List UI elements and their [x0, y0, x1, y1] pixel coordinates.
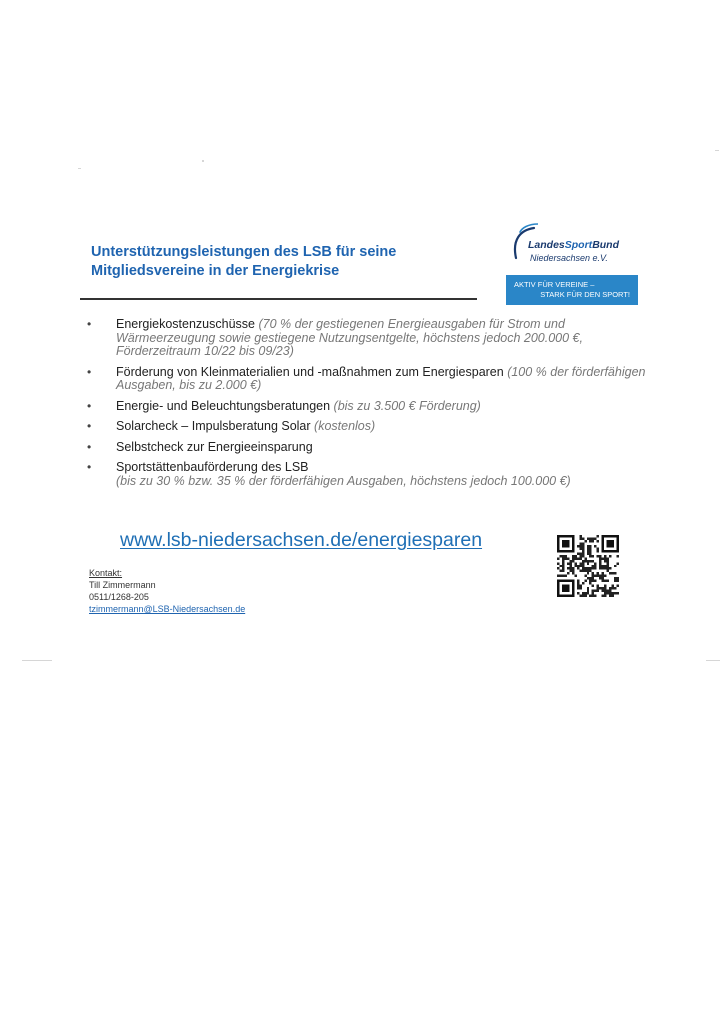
list-item-text: Förderung von Kleinmaterialien und -maßnahmen zum Energiesparen	[116, 364, 508, 379]
qr-module	[562, 585, 569, 592]
qr-module	[562, 557, 564, 559]
qr-module	[597, 572, 599, 574]
qr-module	[582, 542, 584, 544]
qr-module	[594, 595, 596, 597]
qr-module	[599, 562, 601, 564]
qr-module	[614, 577, 616, 579]
qr-module	[562, 570, 564, 572]
qr-module	[582, 582, 584, 584]
qr-module	[584, 557, 586, 559]
qr-module	[592, 565, 594, 567]
contact-name: Till Zimmermann	[89, 580, 156, 590]
qr-module	[572, 555, 574, 557]
qr-module	[604, 557, 606, 559]
logo-slogan-band	[506, 275, 638, 305]
qr-module	[589, 552, 591, 554]
qr-module	[597, 590, 599, 592]
qr-module	[609, 567, 611, 569]
list-item-text: Energiekostenzuschüsse	[116, 317, 259, 331]
qr-module	[582, 550, 584, 552]
qr-module	[574, 565, 576, 567]
qr-module	[582, 565, 584, 567]
qr-module	[582, 570, 584, 572]
list-item-text: Solarcheck – Impulsberatung Solar	[116, 419, 315, 433]
qr-module	[584, 560, 586, 562]
qr-module	[597, 550, 599, 552]
qr-module	[562, 562, 564, 564]
qr-module	[587, 550, 589, 552]
qr-module	[579, 557, 581, 559]
qr-module	[562, 567, 564, 569]
qr-module	[614, 592, 616, 594]
qr-module	[589, 580, 591, 582]
qr-module	[599, 555, 601, 557]
qr-module	[562, 565, 564, 567]
logo-wordmark	[528, 239, 619, 251]
qr-module	[592, 585, 594, 587]
qr-module	[604, 585, 606, 587]
qr-module	[617, 555, 619, 557]
qr-module	[604, 565, 606, 567]
qr-module	[599, 575, 601, 577]
qr-module	[597, 587, 599, 589]
qr-module	[589, 545, 591, 547]
list-item	[87, 400, 647, 414]
qr-module	[589, 547, 591, 549]
qr-module	[612, 587, 614, 589]
qr-module	[592, 592, 594, 594]
qr-module	[587, 590, 589, 592]
qr-module	[607, 592, 609, 594]
qr-module	[577, 565, 579, 567]
qr-module	[592, 575, 594, 577]
logo-bund: Bund	[592, 239, 620, 251]
scan-speck	[22, 660, 52, 661]
qr-module	[589, 595, 591, 597]
qr-module	[569, 570, 571, 572]
list-item	[87, 461, 647, 488]
qr-module	[589, 560, 591, 562]
qr-module	[609, 572, 611, 574]
qr-module	[559, 565, 561, 567]
qr-module	[602, 577, 604, 579]
qr-module	[562, 540, 569, 547]
qr-module	[579, 555, 581, 557]
qr-module	[587, 587, 589, 589]
qr-module	[607, 567, 609, 569]
qr-module	[564, 555, 566, 557]
qr-module	[587, 577, 589, 579]
qr-module	[607, 570, 609, 572]
contact-phone: 0511/1268-205	[89, 592, 149, 602]
qr-module	[572, 567, 574, 569]
qr-module	[592, 555, 594, 557]
qr-module	[579, 537, 581, 539]
qr-module	[569, 562, 571, 564]
qr-module	[604, 595, 606, 597]
qr-module	[574, 557, 576, 559]
qr-module	[592, 572, 594, 574]
qr-module	[577, 557, 579, 559]
qr-module	[587, 552, 589, 554]
bullet-icon: •	[87, 398, 92, 413]
list-item	[87, 366, 647, 393]
title-line-1: Unterstützungsleistungen des LSB für seine	[91, 244, 397, 260]
bullet-icon: •	[87, 364, 92, 379]
qr-module	[587, 570, 589, 572]
qr-module	[597, 547, 599, 549]
qr-module	[587, 537, 589, 539]
qr-module	[592, 577, 594, 579]
qr-module	[569, 567, 571, 569]
qr-module	[587, 562, 589, 564]
qr-module	[579, 535, 581, 537]
qr-module	[599, 557, 601, 559]
qr-module	[584, 575, 586, 577]
qr-module	[557, 575, 559, 577]
qr-module	[602, 565, 604, 567]
qr-module	[604, 575, 606, 577]
qr-module	[604, 587, 606, 589]
qr-module	[577, 592, 579, 594]
bullet-icon: •	[87, 439, 92, 454]
qr-module	[594, 567, 596, 569]
qr-module	[574, 555, 576, 557]
qr-module	[609, 592, 611, 594]
qr-module	[557, 557, 559, 559]
qr-module	[579, 565, 581, 567]
qr-module	[577, 585, 579, 587]
qr-module	[607, 562, 609, 564]
list-item	[87, 441, 647, 455]
qr-module	[572, 570, 574, 572]
contact-email-link[interactable]: tzimmermann@LSB-Niedersachsen.de	[89, 604, 246, 614]
qr-module	[559, 575, 561, 577]
qr-module	[587, 545, 589, 547]
qr-module	[602, 587, 604, 589]
list-item-text: Sportstättenbauförderung des LSB	[116, 460, 309, 474]
logo-sport: Sport	[564, 239, 593, 251]
qr-module	[577, 582, 579, 584]
qr-module	[594, 545, 596, 547]
qr-module	[592, 595, 594, 597]
qr-module	[579, 595, 581, 597]
bullet-icon: •	[87, 419, 92, 433]
logo-slogan-line-1: AKTIV FÜR VEREINE –	[514, 280, 595, 289]
lsb-logo	[506, 222, 638, 306]
support-list	[87, 318, 647, 495]
logo-region: Niedersachsen e.V.	[530, 253, 608, 263]
qr-module	[592, 590, 594, 592]
qr-module	[577, 580, 579, 582]
qr-module	[579, 587, 581, 589]
qr-module	[587, 547, 589, 549]
qr-module	[607, 560, 609, 562]
qr-module	[592, 580, 594, 582]
qr-module	[597, 535, 599, 537]
qr-module	[614, 565, 616, 567]
qr-module	[589, 550, 591, 552]
qr-module	[589, 567, 591, 569]
qr-module	[582, 537, 584, 539]
qr-module	[559, 555, 561, 557]
qr-module	[567, 562, 569, 564]
title-line-2: Mitgliedsvereine in der Energiekrise	[91, 263, 340, 279]
page-title	[91, 243, 471, 281]
qr-module	[582, 555, 584, 557]
qr-module	[587, 567, 589, 569]
qr-module	[609, 587, 611, 589]
qr-module	[617, 580, 619, 582]
qr-module	[604, 580, 606, 582]
qr-module	[582, 567, 584, 569]
qr-module	[584, 570, 586, 572]
qr-module	[602, 580, 604, 582]
qr-module	[597, 555, 599, 557]
title-underline-rule	[80, 298, 477, 300]
qr-module	[604, 592, 606, 594]
qr-module	[589, 582, 591, 584]
qr-module	[567, 557, 569, 559]
qr-module	[567, 572, 569, 574]
qr-module	[602, 567, 604, 569]
qr-module	[584, 567, 586, 569]
qr-module	[592, 537, 594, 539]
qr-module	[582, 545, 584, 547]
qr-module	[567, 567, 569, 569]
qr-module	[577, 587, 579, 589]
qr-module	[562, 560, 564, 562]
bullet-icon: •	[87, 460, 92, 474]
qr-module	[607, 557, 609, 559]
list-item-note: (100 % der förderfähigen Ausgaben, bis zu 2.000 €)	[116, 364, 646, 392]
qr-module	[592, 560, 594, 562]
logo-slogan-line-2: STARK FÜR DEN SPORT!	[540, 290, 630, 299]
qr-module	[594, 565, 596, 567]
qr-module	[617, 562, 619, 564]
qr-module	[557, 567, 559, 569]
list-item-note: (kostenlos)	[314, 419, 376, 433]
qr-module	[607, 565, 609, 567]
qr-module	[597, 575, 599, 577]
qr-module	[587, 560, 589, 562]
qr-module	[582, 547, 584, 549]
qr-module	[602, 572, 604, 574]
qr-module	[587, 592, 589, 594]
bullet-icon: •	[87, 317, 92, 331]
qr-module	[582, 595, 584, 597]
qr-module	[599, 560, 601, 562]
list-item	[87, 420, 647, 434]
qr-module	[614, 572, 616, 574]
qr-module	[612, 592, 614, 594]
qr-module	[597, 540, 599, 542]
qr-module	[607, 540, 614, 547]
contact-label: Kontakt:	[89, 568, 123, 578]
qr-module	[612, 585, 614, 587]
qr-module	[599, 565, 601, 567]
qr-module	[584, 580, 586, 582]
qr-module	[582, 562, 584, 564]
qr-module	[594, 575, 596, 577]
qr-module	[587, 572, 589, 574]
qr-module	[559, 570, 561, 572]
qr-module	[614, 580, 616, 582]
qr-module	[577, 552, 579, 554]
qr-module	[574, 575, 576, 577]
qr-module	[602, 590, 604, 592]
qr-module	[577, 567, 579, 569]
qr-module	[612, 595, 614, 597]
qr-module	[604, 555, 606, 557]
energiesparen-link[interactable]: www.lsb-niedersachsen.de/energiesparen	[120, 529, 483, 551]
list-item-note: (bis zu 30 % bzw. 35 % der förderfähigen Ausgaben, höchstens jedoch 100.000 €)	[116, 473, 571, 488]
scan-speck	[78, 168, 81, 169]
qr-module	[574, 562, 576, 564]
qr-module	[612, 572, 614, 574]
qr-module	[604, 560, 606, 562]
scan-speck	[706, 660, 720, 661]
qr-module	[577, 545, 579, 547]
qr-module	[592, 540, 594, 542]
list-item-text: Selbstcheck zur Energieeinsparung	[116, 439, 313, 454]
qr-module	[557, 562, 559, 564]
qr-module	[594, 537, 596, 539]
qr-module	[569, 565, 571, 567]
qr-module	[594, 590, 596, 592]
qr-module	[602, 557, 604, 559]
scan-speck	[715, 150, 719, 151]
qr-module	[582, 552, 584, 554]
qr-module	[584, 540, 586, 542]
qr-module	[572, 572, 574, 574]
qr-module	[584, 592, 586, 594]
qr-module	[607, 580, 609, 582]
qr-module	[579, 552, 581, 554]
qr-module	[594, 580, 596, 582]
qr-module	[614, 587, 616, 589]
qr-module	[564, 557, 566, 559]
qr-module	[604, 567, 606, 569]
qr-module	[617, 585, 619, 587]
qr-module	[617, 577, 619, 579]
qr-module	[609, 590, 611, 592]
qr-module	[609, 555, 611, 557]
qr-module	[609, 595, 611, 597]
qr-module	[572, 560, 574, 562]
qr-module	[579, 547, 581, 549]
qr-module	[589, 570, 591, 572]
qr-module	[589, 555, 591, 557]
qr-module	[604, 590, 606, 592]
qr-module	[592, 567, 594, 569]
qr-module	[562, 575, 564, 577]
list-item-note: (70 % der gestiegenen Energieausgaben für Strom und Wärmeerzeugung sowie gestiegene Nutzungsentgelte, höchstens jedoch 200.000 €, Förderzeitraum 10/22 bis 09/23)	[116, 317, 583, 358]
logo-landes: Landes	[528, 239, 565, 251]
list-item	[87, 318, 647, 359]
qr-module	[617, 592, 619, 594]
qr-module	[569, 560, 571, 562]
qr-module	[579, 542, 581, 544]
list-item-note: (bis zu 3.500 € Förderung)	[333, 398, 481, 413]
qr-module	[582, 592, 584, 594]
qr-module	[579, 570, 581, 572]
qr-module	[572, 557, 574, 559]
qr-module	[562, 555, 564, 557]
qr-module	[589, 537, 591, 539]
qr-module	[589, 540, 591, 542]
contact-block	[89, 567, 245, 615]
qr-module	[594, 562, 596, 564]
qr-module	[599, 567, 601, 569]
qr-module	[579, 562, 581, 564]
qr-module	[599, 577, 601, 579]
list-item-text: Energie- und Beleuchtungsberatungen	[116, 398, 334, 413]
qr-module	[599, 587, 601, 589]
scan-speck	[202, 160, 204, 162]
qr-module	[597, 585, 599, 587]
qr-module	[602, 595, 604, 597]
qr-module	[579, 585, 581, 587]
qr-code-icon	[557, 535, 619, 597]
qr-module	[607, 590, 609, 592]
qr-module	[579, 545, 581, 547]
qr-module	[582, 560, 584, 562]
qr-module	[589, 577, 591, 579]
qr-module	[584, 595, 586, 597]
qr-module	[602, 575, 604, 577]
qr-module	[564, 575, 566, 577]
